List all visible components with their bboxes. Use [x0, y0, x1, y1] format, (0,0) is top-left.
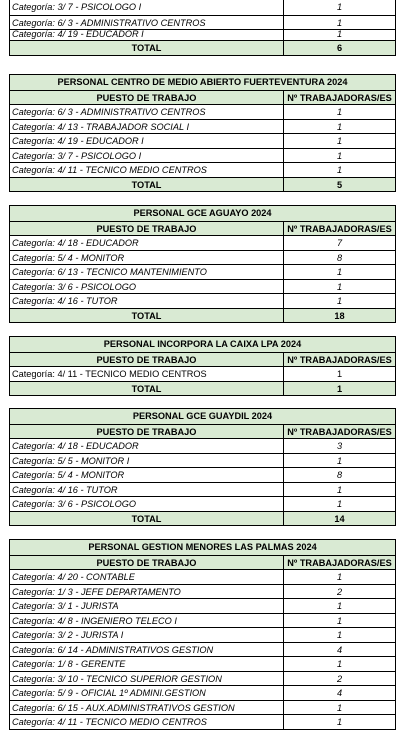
column-header-position: PUESTO DE TRABAJO: [10, 425, 284, 439]
worker-count-cell: 8: [336, 252, 343, 263]
table-title: PERSONAL CENTRO DE MEDIO ABIERTO FUERTEVENTURA 2024: [10, 75, 395, 90]
job-position-cell: Categoría: 4/ 8 - INGENIERO TELECO I: [10, 614, 284, 628]
staff-table-fuerteventura: [9, 74, 396, 192]
job-position-cell: Categoría: 4/ 18 - EDUCADOR: [10, 439, 284, 453]
job-position-cell: Categoría: 4/ 16 - TUTOR: [10, 483, 284, 497]
job-position-cell: Categoría: 4/ 11 - TECNICO MEDIO CENTROS: [10, 163, 284, 177]
worker-count-cell: 1: [336, 2, 343, 12]
table-row: [10, 162, 395, 177]
column-header-position: PUESTO DE TRABAJO: [10, 91, 284, 105]
table-row: [10, 656, 395, 671]
column-header-count: Nº TRABAJADORAS/ES: [287, 426, 392, 437]
table-row: [10, 627, 395, 642]
job-position-cell: Categoría: 6/ 15 - AUX.ADMINISTRATIVOS GESTION: [10, 701, 284, 715]
job-position-cell: Categoría: 4/ 16 - TUTOR: [10, 294, 284, 308]
job-position-cell: Categoría: 4/ 11 - TECNICO MEDIO CENTROS: [10, 367, 284, 381]
table-row: [10, 104, 395, 119]
table-row: [10, 119, 395, 134]
worker-count-cell: 1: [336, 630, 343, 640]
worker-count-cell: 4: [336, 688, 343, 698]
column-header-count: Nº TRABAJADORAS/ES: [287, 354, 392, 365]
job-position-cell: Categoría: 3/ 2 - JURISTA I: [10, 628, 284, 642]
staff-table-guaydil: [9, 408, 396, 526]
table-row: [10, 714, 395, 729]
total-label: TOTAL: [10, 309, 284, 323]
table-row: [10, 569, 395, 584]
table-title: PERSONAL GCE AGUAYO 2024: [10, 206, 395, 221]
worker-count-cell: 2: [336, 673, 343, 684]
job-position-cell: Categoría: 5/ 9 - OFICIAL 1º ADMINI.GESTION: [10, 686, 284, 700]
table-header: [10, 555, 395, 570]
total-row: [10, 308, 395, 323]
column-header-position: PUESTO DE TRABAJO: [10, 353, 284, 367]
job-position-cell: Categoría: 5/ 4 - MONITOR: [10, 468, 284, 482]
job-position-cell: Categoría: 5/ 5 - MONITOR I: [10, 454, 284, 468]
table-row: [10, 250, 395, 265]
worker-count-cell: 1: [336, 615, 343, 626]
table-title: PERSONAL GCE GUAYDIL 2024: [10, 409, 395, 424]
table-row: [10, 467, 395, 482]
table-row: [10, 671, 395, 686]
total-label: TOTAL: [10, 382, 284, 396]
table-title: PERSONAL GESTION MENORES LAS PALMAS 2024: [10, 540, 395, 555]
worker-count-cell: 1: [336, 702, 343, 713]
worker-count-cell: 8: [336, 470, 343, 480]
total-value: 1: [336, 383, 343, 394]
job-position-cell: Categoría: 4/ 13 - TRABAJADOR SOCIAL I: [10, 120, 284, 134]
worker-count-cell: 7: [336, 238, 343, 248]
job-position-cell: Categoría: 3/ 6 - PSICOLOGO: [10, 280, 284, 294]
job-position-cell: Categoría: 1/ 3 - JEFE DEPARTAMENTO: [10, 585, 284, 599]
worker-count-cell: 1: [336, 165, 343, 175]
table-row: [10, 293, 395, 308]
staff-table-aguayo: [9, 205, 396, 323]
table-row: [10, 613, 395, 628]
column-header-count: Nº TRABAJADORAS/ES: [287, 223, 392, 234]
total-row: [10, 511, 395, 526]
job-position-cell: Categoría: 6/ 3 - ADMINISTRATIVO CENTROS: [10, 105, 284, 119]
worker-count-cell: 1: [336, 601, 343, 611]
table-row: [10, 29, 395, 40]
job-position-cell: Categoría: 4/ 20 - CONTABLE: [10, 570, 284, 584]
table-header: [10, 90, 395, 105]
table-header: [10, 221, 395, 236]
table-row: [10, 279, 395, 294]
staff-table-incorpora: [9, 336, 396, 396]
worker-count-cell: 4: [336, 644, 343, 655]
worker-count-cell: 2: [336, 586, 343, 597]
total-value: 6: [336, 43, 343, 53]
job-position-cell: Categoría: 4/ 19 - EDUCADOR I: [10, 30, 284, 40]
total-row: [10, 177, 395, 192]
job-position-cell: Categoría: 5/ 4 - MONITOR: [10, 251, 284, 265]
table-row: [10, 482, 395, 497]
table-row: [10, 453, 395, 468]
job-position-cell: Categoría: 4/ 19 - EDUCADOR I: [10, 134, 284, 148]
worker-count-cell: 1: [336, 121, 343, 132]
job-position-cell: Categoría: 3/ 1 - JURISTA: [10, 599, 284, 613]
total-row: [10, 40, 395, 55]
table-row: [10, 642, 395, 657]
worker-count-cell: 1: [336, 281, 343, 292]
worker-count-cell: 1: [336, 455, 343, 466]
job-position-cell: Categoría: 3/ 7 - PSICOLOGO I: [10, 0, 284, 15]
worker-count-cell: 3: [336, 441, 343, 451]
table-row: [10, 438, 395, 453]
worker-count-cell: 1: [336, 267, 343, 277]
worker-count-cell: 1: [336, 136, 343, 146]
worker-count-cell: 1: [336, 150, 343, 161]
table-row: [10, 584, 395, 599]
table-row: [10, 700, 395, 715]
job-position-cell: Categoría: 3/ 10 - TECNICO SUPERIOR GESTION: [10, 672, 284, 686]
job-position-cell: Categoría: 6/ 13 - TECNICO MANTENIMIENTO: [10, 265, 284, 279]
worker-count-cell: 1: [336, 17, 343, 28]
job-position-cell: Categoría: 1/ 8 - GERENTE: [10, 657, 284, 671]
table-header: [10, 352, 395, 367]
table-row: [10, 264, 395, 279]
table-row: [10, 0, 395, 15]
total-label: TOTAL: [10, 41, 284, 55]
table-row: [10, 148, 395, 163]
column-header-count: Nº TRABAJADORAS/ES: [287, 92, 392, 103]
worker-count-cell: 1: [336, 29, 343, 39]
table-row: [10, 598, 395, 613]
total-row: [10, 381, 395, 396]
job-position-cell: Categoría: 6/ 14 - ADMINISTRATIVOS GESTION: [10, 643, 284, 657]
job-position-cell: Categoría: 3/ 7 - PSICOLOGO I: [10, 149, 284, 163]
job-position-cell: Categoría: 3/ 6 - PSICOLOGO: [10, 497, 284, 511]
previous-table-fragment: [9, 0, 396, 56]
column-header-position: PUESTO DE TRABAJO: [10, 222, 284, 236]
worker-count-cell: 1: [336, 499, 343, 509]
total-value: 5: [336, 179, 343, 190]
table-row: [10, 15, 395, 30]
job-position-cell: Categoría: 4/ 18 - EDUCADOR: [10, 236, 284, 250]
worker-count-cell: 1: [336, 484, 343, 495]
table-row: [10, 366, 395, 381]
table-row: [10, 685, 395, 700]
job-position-cell: Categoría: 4/ 11 - TECNICO MEDIO CENTROS: [10, 715, 284, 729]
total-value: 14: [334, 513, 345, 524]
worker-count-cell: 1: [336, 659, 343, 669]
table-row: [10, 133, 395, 148]
total-label: TOTAL: [10, 512, 284, 526]
table-row: [10, 235, 395, 250]
worker-count-cell: 1: [336, 369, 343, 379]
worker-count-cell: 1: [336, 107, 343, 117]
worker-count-cell: 1: [336, 572, 343, 582]
total-label: TOTAL: [10, 178, 284, 192]
total-value: 18: [334, 310, 345, 321]
worker-count-cell: 1: [336, 296, 343, 306]
column-header-position: PUESTO DE TRABAJO: [10, 556, 284, 570]
job-position-cell: Categoría: 6/ 3 - ADMINISTRATIVO CENTROS: [10, 16, 284, 30]
table-header: [10, 424, 395, 439]
table-row: [10, 496, 395, 511]
column-header-count: Nº TRABAJADORAS/ES: [287, 557, 392, 568]
table-title: PERSONAL INCORPORA LA CAIXA LPA 2024: [10, 337, 395, 352]
staff-table-gestion-menores: [9, 539, 396, 730]
worker-count-cell: 1: [336, 717, 343, 727]
